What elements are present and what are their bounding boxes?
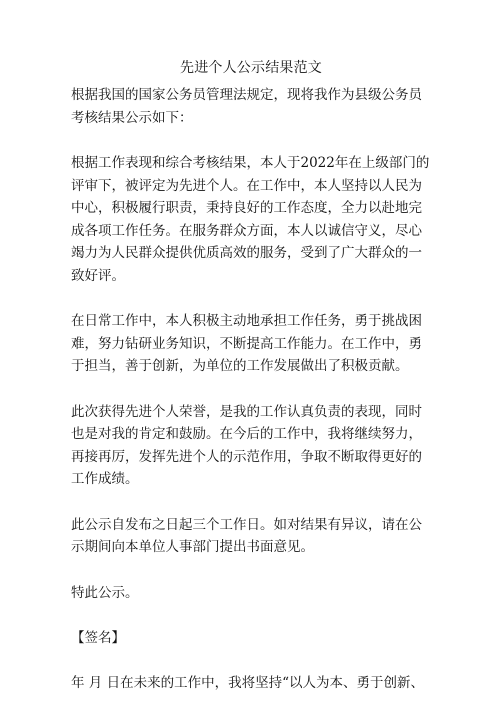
intro-paragraph: 根据我国的国家公务员管理法规定，现将我作为县级公务员考核结果公示如下： [71, 87, 422, 126]
closing-line: 年 月 日在未来的工作中，我将坚持“以人为本、勇于创新、 [71, 674, 424, 691]
evaluation-paragraph: 根据工作表现和综合考核结果，本人于2022年在上级部门的评审下，被评定为先进个人。在工作中，本人坚持以人民为中心，积极履行职责，秉持良好的工作态度，全力以赴地完成各项工作任务。在服务群众方面，本人以诚信守义，尽心竭力为人民群众提供优质高效的服务，受到了广大群众的一致好评。 [71, 155, 430, 284]
daily-work-paragraph: 在日常工作中，本人积极主动地承担工作任务，勇于挑战困难，努力钻研业务知识，不断提高工作能力。在工作中，勇于担当，善于创新，为单位的工作发展做出了积极贡献。 [71, 313, 422, 374]
signature-label: 【签名】 [71, 630, 125, 646]
publicity-period-paragraph: 此公示自发布之日起三个工作日。如对结果有异议，请在公示期间向本单位人事部门提出书面意见。 [71, 516, 422, 555]
announcement-paragraph: 特此公示。 [71, 584, 139, 601]
document-title: 先进个人公示结果范文 [180, 60, 322, 76]
honor-paragraph: 此次获得先进个人荣誉，是我的工作认真负责的表现，同时也是对我的肯定和鼓励。在今后的工作中，我将继续努力，再接再厉，发挥先进个人的示范作用，争取不断取得更好的工作成绩。 [71, 403, 422, 487]
document-body [71, 84, 433, 717]
